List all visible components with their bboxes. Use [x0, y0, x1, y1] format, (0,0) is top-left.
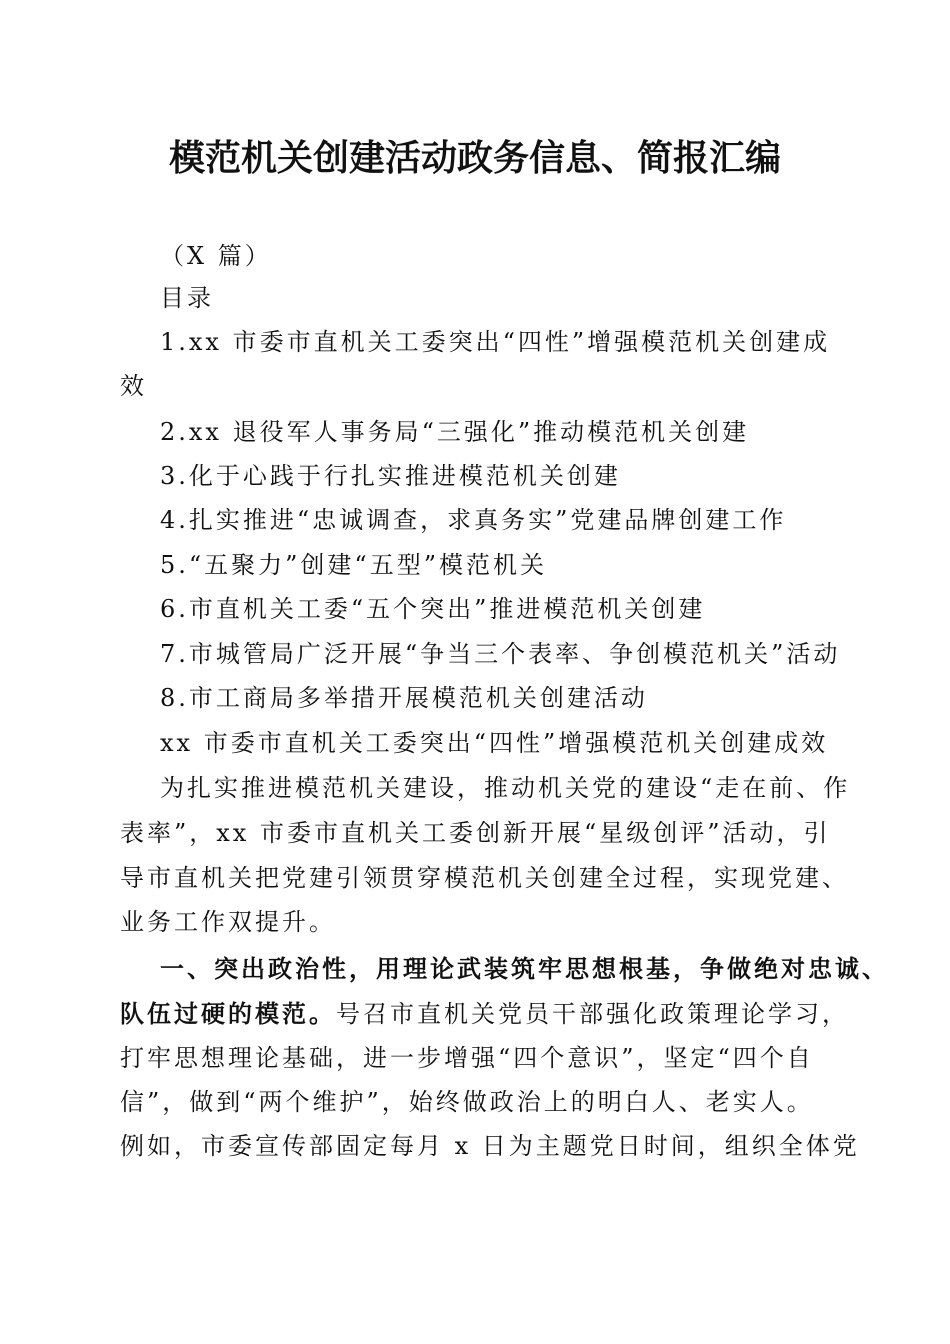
toc-heading: 目录 — [160, 284, 214, 312]
toc-item: 7.市城管局广泛开展“争当三个表率、争创模范机关”活动 — [160, 640, 841, 668]
intro-line: 为扎实推进模范机关建设，推动机关党的建设“走在前、作 — [160, 774, 851, 802]
section-line: 打牢思想理论基础，进一步增强“四个意识”，坚定“四个自 — [120, 1044, 814, 1072]
intro-line: 导市直机关把党建引领贯穿模范机关创建全过程，实现党建、 — [120, 864, 849, 892]
intro-line: 表率”，xx 市委市直机关工委创新开展“星级创评”活动，引 — [120, 819, 831, 847]
volume-note: （X 篇） — [160, 242, 272, 270]
toc-item: 3.化于心践于行扎实推进模范机关创建 — [160, 462, 621, 490]
toc-item: 4.扎实推进“忠诚调查，求真务实”党建品牌创建工作 — [160, 506, 787, 534]
section-text: 号召市直机关党员干部强化政策理论学习， — [336, 1000, 849, 1028]
toc-item-continuation: 效 — [120, 372, 147, 400]
intro-line: 业务工作双提升。 — [120, 908, 336, 936]
toc-item: 5.“五聚力”创建“五型”模范机关 — [160, 551, 547, 579]
article-title: xx 市委市直机关工委突出“四性”增强模范机关创建成效 — [160, 729, 829, 757]
toc-item: 8.市工商局多举措开展模范机关创建活动 — [160, 684, 648, 712]
section-heading-end: 队伍过硬的模范。 — [120, 999, 336, 1028]
document-title: 模范机关创建活动政务信息、简报汇编 — [168, 137, 781, 179]
toc-item: 1.xx 市委市直机关工委突出“四性”增强模范机关创建成 — [160, 328, 831, 356]
section-heading: 一、突出政治性，用理论武装筑牢思想根基，争做绝对忠诚、 — [160, 954, 889, 983]
toc-item: 2.xx 退役军人事务局“三强化”推动模范机关创建 — [160, 418, 750, 446]
section-line — [120, 998, 849, 1030]
section-line: 例如，市委宣传部固定每月 x 日为主题党日时间，组织全体党 — [120, 1132, 860, 1160]
section-line: 信”，做到“两个维护”，始终做政治上的明白人、老实人。 — [120, 1088, 814, 1116]
toc-item: 6.市直机关工委“五个突出”推进模范机关创建 — [160, 595, 706, 623]
